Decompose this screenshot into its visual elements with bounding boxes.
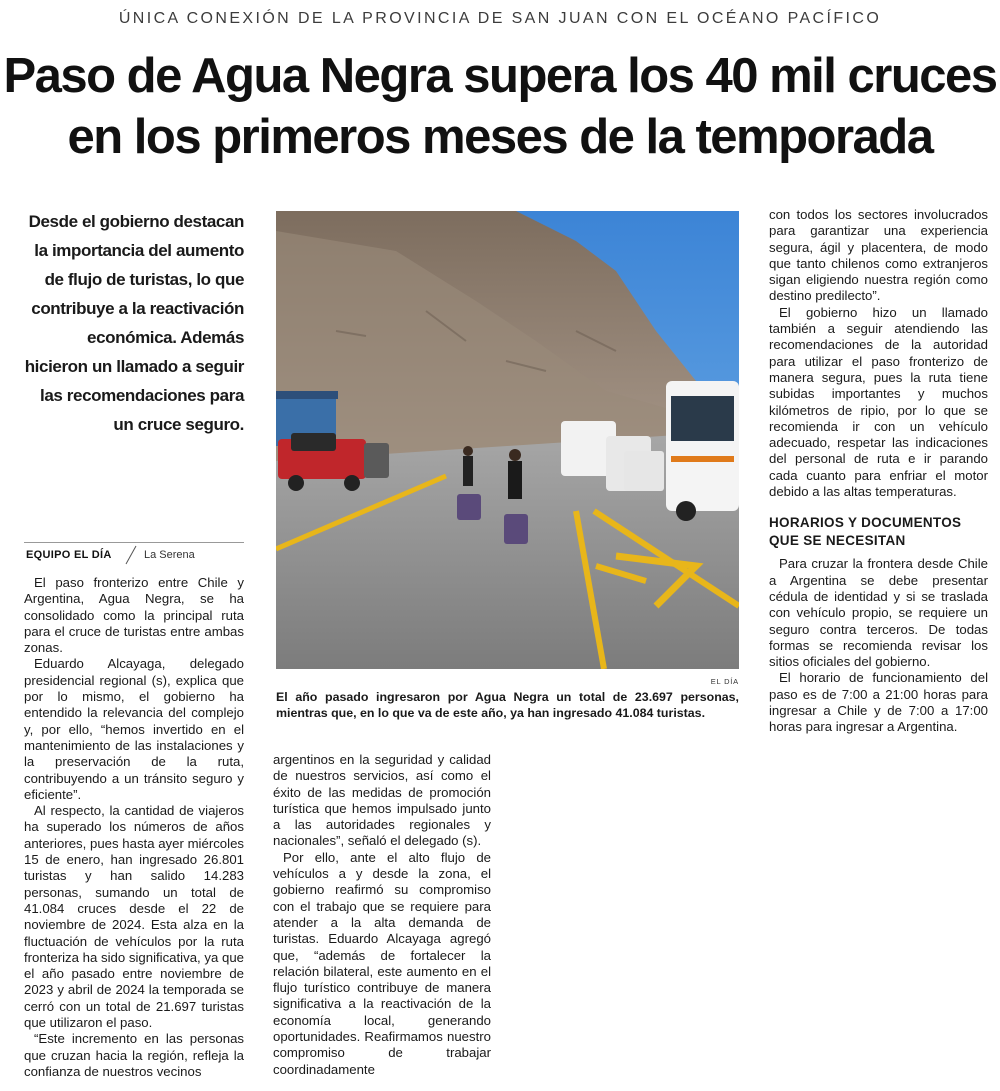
body-paragraph: “Este incremento en las personas que cruzan hacia la región, refleja la confianza de nuestros vecinos [24, 1031, 244, 1079]
article-photo [276, 211, 739, 669]
headline [0, 46, 1000, 168]
photo-caption: El año pasado ingresaron por Agua Negra un total de 23.697 personas, mientras que, en lo que va de este año, ya han ingresado 41.084 turistas. [276, 690, 739, 720]
byline-author: EQUIPO EL DÍA [26, 549, 112, 561]
byline [24, 542, 244, 564]
section-subhead: HORARIOS Y DOCUMENTOS QUE SE NECESITAN [769, 515, 962, 549]
body-column-3 [769, 207, 988, 736]
body-paragraph: El horario de funcionamiento del paso es de 7:00 a 21:00 horas para ingresar a Chile y de 7:00 a 17:00 horas para ingresar a Argentina. [769, 670, 988, 735]
kicker: ÚNICA CONEXIÓN DE LA PROVINCIA DE SAN JUAN CON EL OCÉANO PACÍFICO [118, 10, 882, 27]
body-paragraph: Para cruzar la frontera desde Chile a Argentina se debe presentar cédula de identidad y si se traslada con vehículo propio, se requiere un seguro contra terceros. De todas formas se recomienda revisar los sitios oficiales del gobierno. [769, 556, 988, 670]
headline-line-2: en los primeros meses de la temporada [67, 110, 933, 164]
body-paragraph: argentinos en la seguridad y calidad de nuestros servicios, así como el éxito de las medidas de promoción turística que hemos impulsado junto a las autoridades regionales y nacionales”, señaló el delegado (s). [273, 752, 491, 849]
body-paragraph: El gobierno hizo un llamado también a seguir atendiendo las recomendaciones de la autoridad para utilizar el paso fronterizo de manera segura, pues la ruta tiene subidas importantes y muchos kilómetros de ripio, por lo que se recomienda ir con un vehículo adecuado, respetar las indicaciones del personal de ruta e ir parando cada cuanto para enfriar el motor debido a las altas temperaturas. [769, 304, 988, 500]
body-column-1 [24, 575, 244, 1080]
body-paragraph: Por ello, ante el alto flujo de vehículos a y desde la zona, el gobierno reafirmó su compromiso con el trabajo que se requiere para atender a la alta demanda de turistas. Eduardo Alcayaga agregó que, “además de fortalecer la relación bilateral, este aumento en el flujo turístico contribuye de manera significativa a la reactivación de la economía local, generando oportunidades. Reafirmamos nuestro compromiso de trabajar coordinadamente [273, 849, 491, 1077]
photo-credit: EL DÍA [710, 677, 739, 686]
body-column-2 [273, 752, 491, 1078]
headline-line-1: Paso de Agua Negra supera los 40 mil cruces [3, 49, 997, 103]
byline-location: La Serena [144, 549, 195, 561]
body-paragraph: con todos los sectores involucrados para garantizar una experiencia segura, ágil y placentera, de modo que tanto chilenos como extranjeros sigan eligiendo nuestra región como destino predilecto”. [769, 207, 988, 304]
lead-paragraph: Desde el gobierno destacan la importancia del aumento de flujo de turistas, lo que contribuye a la reactivación económica. Además hicieron un llamado a seguir las recomendaciones para un cruce seguro. [24, 212, 244, 434]
body-paragraph: Eduardo Alcayaga, delegado presidencial regional (s), explica que por lo mismo, el gobierno ha entendido la relevancia del complejo y, por ello, “hemos invertido en el mantenimiento de las instalaciones y la preservación de la ruta, contribuyendo a un tránsito seguro y eficiente”. [24, 656, 244, 802]
body-paragraph: Al respecto, la cantidad de viajeros ha superado los números de años anteriores, pues hasta ayer miércoles 15 de enero, han ingresado 26.801 turistas y han salido 14.283 personas, sumando un total de 41.084 cruces desde el 22 de noviembre de 2024. Esta alza en la fluctuación de vehículos por la ruta fronteriza ha sido significativa, ya que el año pasado entre noviembre de 2023 y abril de 2024 la temporada se cerró con un total de 21.697 turistas que utilizaron el paso. [24, 803, 244, 1031]
body-paragraph: El paso fronterizo entre Chile y Argentina, Agua Negra, se ha consolidado como la principal ruta para el cruce de turistas entre ambas zonas. [24, 575, 244, 656]
border-crossing-photo [276, 211, 739, 669]
byline-separator-icon [124, 545, 138, 565]
